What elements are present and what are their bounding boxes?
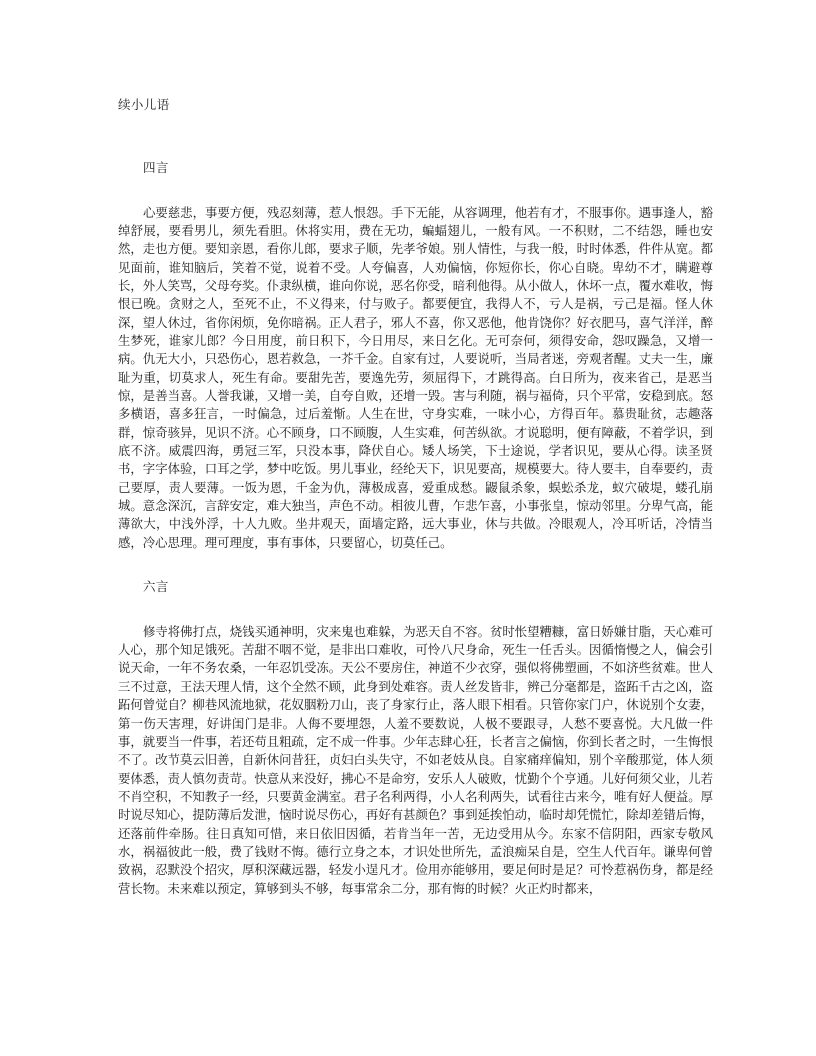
page-title: 续小儿语 (118, 97, 170, 112)
section-body-liuyan: 修寺将佛打点，烧钱买通神明，灾来鬼也难躲，为恶天自不容。贫时怅望糟糠，富日娇嫌甘脂，天心难可人心，那个知足饿死。苦甜不咽不觉，是非出口难收，可怜八尺身命，死生一任舌头。因循惰慢之人，偏会引说天命，一年不务农桑，一年忍饥受冻。天公不要房住，神道不少衣穿，强似将佛塑画，不如济些贫难。世人三不过意，王法天理人情，这个全然不顾，此身到处难容。责人丝发皆非，辨己分毫都是，盗跖千古之凶，盗跖何曾觉自？柳巷风流地狱，花奴胭粉刀山，丧了身家行止，落人眼下相看。只管你家门户，休说别个女妻，第一伤天害理，好讲闺门是非。人侮不要埋怨，人羞不要数说，人极不要跟寻，人愁不要喜悦。大凡做一件事，就要当一件事，若还苟且粗疏，定不成一件事。少年志肆心狂，长者言之偏恼，你到长者之时，一生悔恨不了。改节莫云旧善，自新休问昔狂，贞妇白头失守，不如老妓从良。自家痛痒偏知，别个辛酸那觉，体人须要体悉，责人慎勿责苛。快意从来没好，拂心不是命穷，安乐人人破败，忧勤个个亨通。儿好何须父业，儿若不肖空积，不知教子一经，只要黄金满室。君子名利两得，小人名利两失，试看往古来今，唯有好人便益。厚时说尽知心，提防薄后发泄，恼时说尽伤心，再好有甚颜色？事到延挨怕动，临时却凭慌忙，除却差错后悔，还落前件牵肠。往日真知可惜，来日依旧因循，若肯当年一苦，无边受用从今。东家不信阴阳，西家专敬风水，祸福彼此一般，费了钱财不悔。德行立身之本，才识处世所先，孟浪痴呆自是，空生人代百年。谦卑何曾致祸，忍默没个招灾，厚积深藏远器，轻发小逞凡才。俭用亦能够用，要足何时是足？可怜惹祸伤身，都是经营长物。未来难以预定，算够到头不够，每事常余二分，那有悔的时候？火正灼时都来， (118, 623, 713, 896)
section-body-siyan: 心要慈悲，事要方便，残忍刻薄，惹人恨怨。手下无能，从容调理，他若有才，不服事你。遇事逢人，豁绰舒展，要看男儿，须先看胆。休将实用，费在无功，蝙蝠翅儿，一般有风。一不积财，二不结怨，睡也安然，走也方便。要知亲恩，看你儿郎，要求子顺，先孝爷娘。别人情性，与我一般，时时体悉，件件从宽。都见面前，谁知脑后，笑着不觉，说着不受。人夸偏喜，人劝偏恼，你短你长，你心自晓。卑幼不才，瞒避尊长，外人笑骂，父母夸奖。仆隶纵横，谁向你说，恶名你受，暗利他得。从小做人，休坏一点，覆水难收，悔恨已晚。贪财之人，至死不止，不义得来，付与败子。都要便宜，我得人不，亏人是祸，亏己是福。怪人休深，望人休过，省你闲烦，免你暗祸。正人君子，邪人不喜，你又恶他，他肯饶你？好衣肥马，喜气洋洋，醉生梦死，谁家儿郎？今日用度，前日积下，今日用尽，来日乞化。无可奈何，须得安命，怨叹躁急，又增一病。仇无大小，只恐伤心，恩若救急，一芥千金。自家有过，人要说听，当局者迷，旁观者醒。丈夫一生，廉耻为重，切莫求人，死生有命。要甜先苦，要逸先劳，须屈得下，才跳得高。白日所为，夜来省己，是恶当惊，是善当喜。人誉我谦，又增一美，自夸自败，还增一毁。害与利随，祸与福倚，只个平常，安稳到底。怒多横语，喜多狂言，一时偏急，过后羞惭。人生在世，守身实难，一味小心，方得百年。慕贵耻贫，志趣落群，惊奇骇异，见识不济。心不顾身，口不顾腹，人生实难，何苦纵欲。才说聪明，便有障蔽，不着学识，到底不济。威震四海，勇冠三军，只没本事，降伏自心。矮人场笑，下士途说，学者识见，要从心得。读圣贤书，字字体验，口耳之学，梦中吃饭。男儿事业，经纶天下，识见要高，规模要大。待人要丰，自奉要约，责己要厚，责人要薄。一饭为恩，千金为仇，薄极成喜，爱重成愁。鼹鼠杀象，蜈蚣杀龙，蚁穴破堤，蝼孔崩城。意念深沉，言辞安定，难大独当，声色不动。相彼儿曹，乍悲乍喜，小事张皇，惊动邻里。分卑气高，能薄欲大，中浅外浮，十人九败。坐井观天，面墙定路，远大事业，休与共做。冷眼观人，冷耳听话，冷情当感，冷心思理。理可理度，事有事体，只要留心，切莫任己。 (118, 204, 713, 550)
section-heading-siyan: 四言 (143, 159, 169, 175)
section-heading-liuyan: 六言 (143, 579, 169, 595)
section-liuyan (118, 578, 713, 898)
section-siyan (118, 159, 713, 552)
